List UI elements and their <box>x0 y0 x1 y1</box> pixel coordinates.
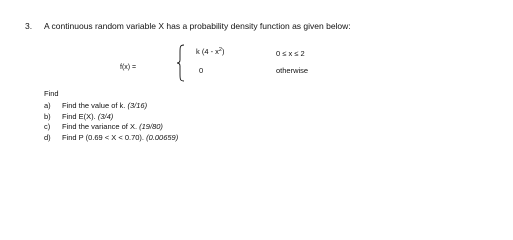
pdf-case2-expression: 0 <box>199 66 204 75</box>
find-heading: Find <box>44 89 59 98</box>
part-answer: (0.00659) <box>146 132 179 142</box>
pdf-case2-condition: otherwise <box>276 66 309 75</box>
pdf-case1-expression-base: k (4 - x <box>196 47 219 56</box>
part-text: Find the value of k. <box>62 101 126 110</box>
part-letter: a) <box>44 101 51 110</box>
question-stem: A continuous random variable X has a probability density function as given below: <box>44 21 351 31</box>
pdf-label: f(x) = <box>120 64 137 71</box>
question-number: 3. <box>25 21 33 31</box>
pdf-case1-expression-close: ) <box>221 47 225 56</box>
part-text: Find E(X). <box>62 111 96 121</box>
pdf-case1-expression <box>196 47 224 56</box>
part-text: Find P (0.69 < X < 0.70). <box>62 132 144 142</box>
find-part-a <box>44 101 178 112</box>
part-letter: d) <box>44 132 51 142</box>
part-answer: (3/16) <box>127 101 148 110</box>
find-parts-list <box>44 101 178 143</box>
part-answer: (3/4) <box>97 111 114 121</box>
part-letter: c) <box>44 122 51 131</box>
part-text: Find the variance of X. <box>62 122 138 131</box>
part-answer: (19/80) <box>139 122 163 131</box>
find-part-d <box>44 133 178 144</box>
find-part-c <box>44 122 178 133</box>
left-brace-icon <box>176 44 186 82</box>
find-part-b <box>44 112 178 123</box>
part-letter: b) <box>44 111 51 121</box>
pdf-case1-exponent: 2 <box>218 47 222 53</box>
pdf-case1-condition: 0 ≤ x ≤ 2 <box>276 49 305 58</box>
